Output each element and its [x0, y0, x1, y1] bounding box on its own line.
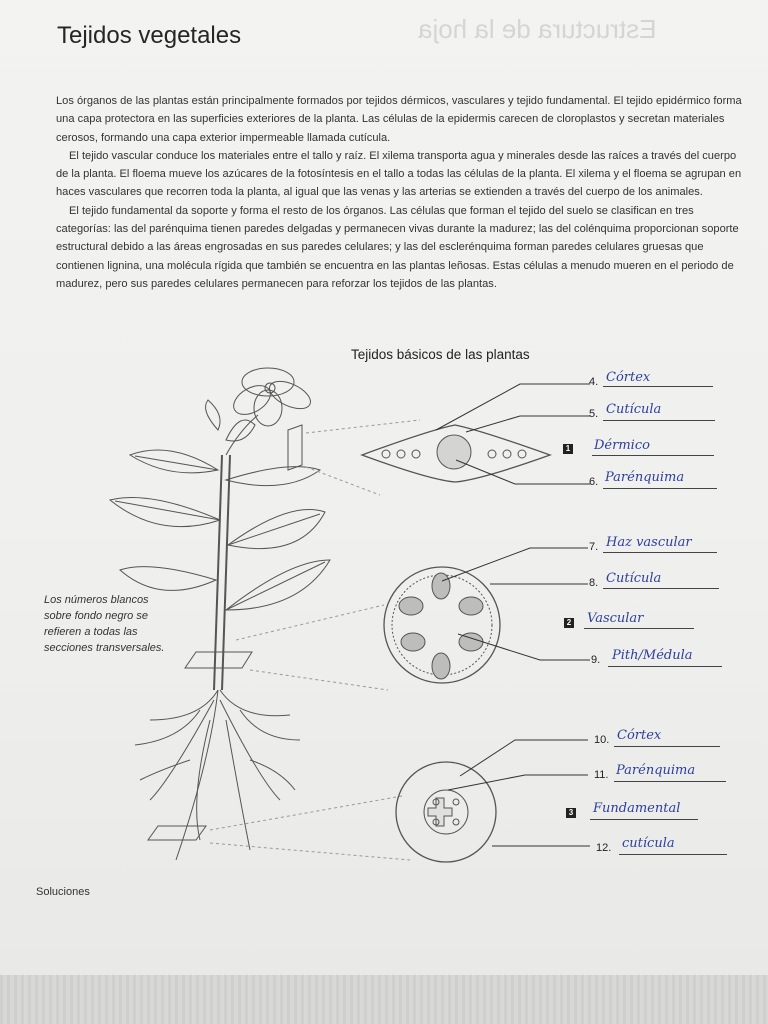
label-11-number: 11. [594, 769, 609, 781]
plant-roots [135, 690, 300, 860]
answer-line-9 [608, 666, 722, 667]
label-12-number: 12. [596, 842, 612, 854]
stem-cross-section [384, 567, 500, 683]
page-title: Tejidos vegetales [57, 22, 242, 49]
paragraph-2: El tejido vascular conduce los materiales entre el tallo y raíz. El xilema transporta agua y minerales desde las raíces a través del cuerpo de la planta. El floema mueve los azúcares de la fotosíntesis en el tallo a todas las células de la planta. El xilema y el floema se agrupan en haces vasculares que recorren toda la planta, al igual que las venas y las arterias se extienden a través del cuerpo de los animales. [56, 149, 742, 199]
answer-11: Parénquima [616, 763, 696, 778]
answer-4: Córtex [606, 370, 651, 385]
mirrored-backside-text: Estructura de la hoja [418, 14, 657, 44]
label-5-number: 5. [589, 408, 599, 420]
leaf-section-plane [288, 425, 302, 470]
label-7-number: 7. [589, 541, 599, 553]
stem-section-plane [185, 652, 252, 668]
answer-line-2 [584, 628, 694, 629]
label-1-number: 1 [563, 444, 573, 454]
root-cross-section [396, 762, 496, 862]
label-8-number: 8. [589, 577, 599, 589]
label-3-box [566, 807, 576, 819]
label-6-number: 6. [589, 476, 599, 488]
answer-line-8 [603, 588, 719, 589]
label-10-number: 10. [594, 734, 610, 746]
answer-2: Vascular [587, 611, 644, 626]
answer-line-6 [603, 488, 717, 489]
answer-12: cutícula [622, 836, 675, 851]
answer-10: Córtex [617, 728, 662, 743]
flower-icon [226, 368, 315, 455]
answer-9: Pith/Médula [612, 648, 693, 663]
answer-line-11 [614, 781, 726, 782]
label-2-box [564, 617, 574, 629]
answer-6: Parénquima [605, 470, 685, 485]
label-1-box [563, 443, 573, 455]
answer-line-10 [614, 746, 720, 747]
answer-line-1 [592, 455, 714, 456]
label-4-number: 4. [589, 376, 599, 388]
answer-7: Haz vascular [606, 535, 692, 550]
note-text: Los números blancos sobre fondo negro se refieren a todas las secciones transversales. [44, 594, 165, 654]
paragraph-3: El tejido fundamental da soporte y forma el resto de los órganos. Las células que forman el tejido del suelo se clasifican en tres categorías: las del parénquima tienen paredes delgadas y permanecen vivas durante la madurez; las del colénquima proporcionan soporte estructural debido a las áreas engrosadas en sus paredes celulares; y las del esclerénquima forman paredes celulares gruesas que contienen lignina, una molécula rígida que también se encuentra en las plantas leñosas. Estas células a menudo mueren en el periodo de madurez, pero sus paredes celulares permanecen para reforzar los tejidos de las plantas. [56, 204, 739, 290]
footer-solutions: Soluciones [36, 886, 90, 898]
answer-1: Dérmico [594, 438, 650, 453]
answer-3: Fundamental [593, 801, 681, 816]
leaf-cross-section [362, 425, 550, 482]
diagram-title: Tejidos básicos de las plantas [351, 347, 530, 362]
answer-5: Cutícula [606, 402, 662, 417]
answer-line-5 [603, 420, 715, 421]
plant-stem [214, 455, 222, 690]
answer-line-12 [619, 854, 727, 855]
answer-line-3 [590, 819, 698, 820]
answer-8: Cutícula [606, 571, 662, 586]
answer-line-4 [603, 386, 713, 387]
paragraph-1: Los órganos de las plantas están principalmente formados por tejidos dérmicos, vasculares y tejido fundamental. El tejido epidérmico forma una capa protectora en las superficies exteriores de la planta. Las células de la epidermis carecen de cloroplastos y secretan materiales cerosos, formando una capa exterior impermeable llamada cutícula. [56, 95, 742, 144]
label-2-number: 2 [564, 618, 574, 628]
answer-line-7 [603, 552, 717, 553]
label-9-number: 9. [591, 654, 601, 666]
label-3-number: 3 [566, 808, 576, 818]
desk-surface [0, 975, 768, 1024]
